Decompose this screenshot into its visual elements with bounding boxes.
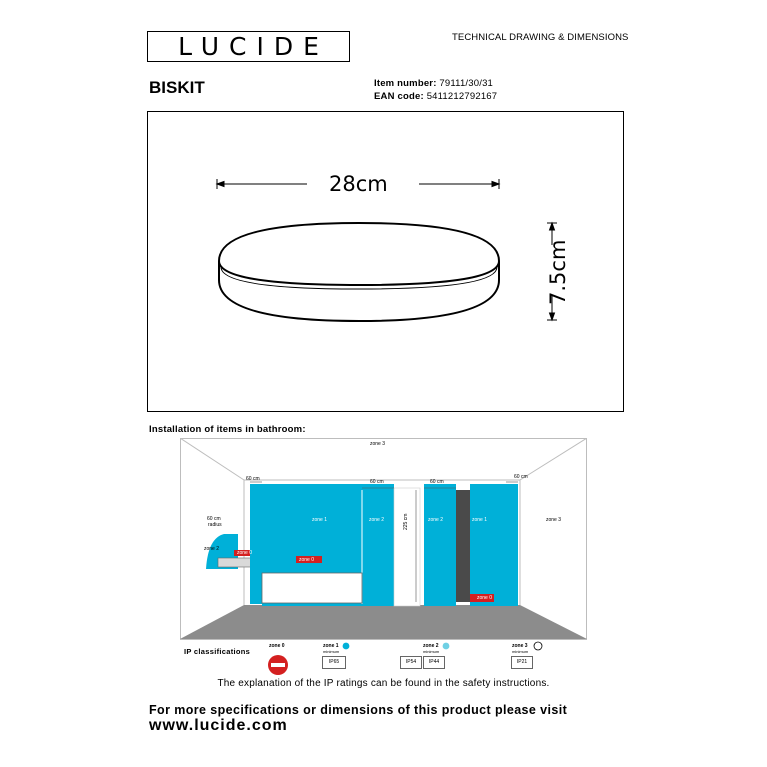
bathtub [262, 573, 362, 603]
dim-60-bath: 60 cm [370, 479, 384, 485]
ip21-badge: IP21 [511, 656, 533, 669]
bathroom-zones-illustration [180, 438, 587, 640]
ip65-badge: IP65 [322, 656, 346, 669]
ean-line [374, 91, 497, 102]
height-dimension-label: 7.5cm [546, 239, 570, 305]
item-number-label: Item number: [374, 78, 437, 89]
ip-zone0-label: zone 0 [269, 643, 285, 649]
lamp-outline [219, 223, 499, 321]
right-zone2-strip [494, 484, 518, 606]
ean-value: 5411212792167 [426, 91, 498, 102]
zone3-white-dot-icon [533, 641, 543, 651]
ip-title: IP classifications [184, 647, 251, 656]
item-number-value: 79111/30/31 [439, 78, 494, 89]
ip-zone3-label: zone 3 [512, 643, 528, 649]
page-title: TECHNICAL DRAWING & DIMENSIONS [452, 32, 629, 43]
zone2-basin-label: zone 2 [204, 546, 220, 552]
dim-60-shower: 60 cm [430, 479, 444, 485]
ip44-badge: IP44 [423, 656, 445, 669]
left-zone2-strip [250, 484, 262, 604]
bathroom-section-title: Installation of items in bathroom: [149, 424, 306, 435]
dim-60-left: 60 cm [246, 476, 260, 482]
zone1-shower-label: zone 1 [472, 517, 488, 523]
ip-zone1-label: zone 1 [323, 643, 339, 649]
logo-text: LUCIDE [178, 32, 329, 61]
zone3-top-label: zone 3 [370, 441, 386, 447]
radius-label: radius [208, 522, 222, 528]
shower-glass-panel [456, 490, 470, 602]
dim-60-radius: 60 cm [207, 516, 221, 522]
dim-225-label: 225 cm [403, 513, 409, 530]
width-dimension-label: 28cm [329, 172, 388, 196]
zone3-right-label: zone 3 [546, 517, 562, 523]
zone1-blue-dot-icon [342, 642, 350, 650]
zone0-bath-label: zone 0 [299, 557, 315, 563]
shower-zone1 [470, 484, 494, 606]
ip-zone2-minimum: minimum [423, 649, 440, 654]
floor [180, 605, 587, 639]
ean-label: EAN code: [374, 91, 424, 102]
ip-zone1-minimum: minimum [323, 649, 340, 654]
ip-zone3-minimum: minimum [512, 649, 529, 654]
ip54-badge: IP54 [400, 656, 422, 669]
bath-zone2 [362, 484, 394, 606]
item-number-line [374, 78, 493, 89]
more-info-text: For more specifications or dimensions of this product please visit [149, 703, 568, 717]
zone2-bath-label: zone 2 [369, 517, 385, 523]
product-name: BISKIT [149, 78, 205, 97]
no-entry-icon [267, 654, 289, 676]
dim-60-right: 60 cm [514, 474, 528, 480]
zone0-shower-label: zone 0 [477, 595, 493, 601]
lucide-logo [147, 31, 350, 62]
website-link[interactable]: www.lucide.com [149, 717, 288, 734]
zone0-basin-label: zone 0 [237, 550, 253, 556]
zone2-blue-dot-icon [442, 642, 450, 650]
zone2-shower-label: zone 2 [428, 517, 444, 523]
shower-zone2 [424, 484, 456, 606]
ip-zone2-label: zone 2 [423, 643, 439, 649]
zone1-bath-label: zone 1 [312, 517, 328, 523]
ip-explanation: The explanation of the IP ratings can be found in the safety instructions. [217, 678, 550, 689]
